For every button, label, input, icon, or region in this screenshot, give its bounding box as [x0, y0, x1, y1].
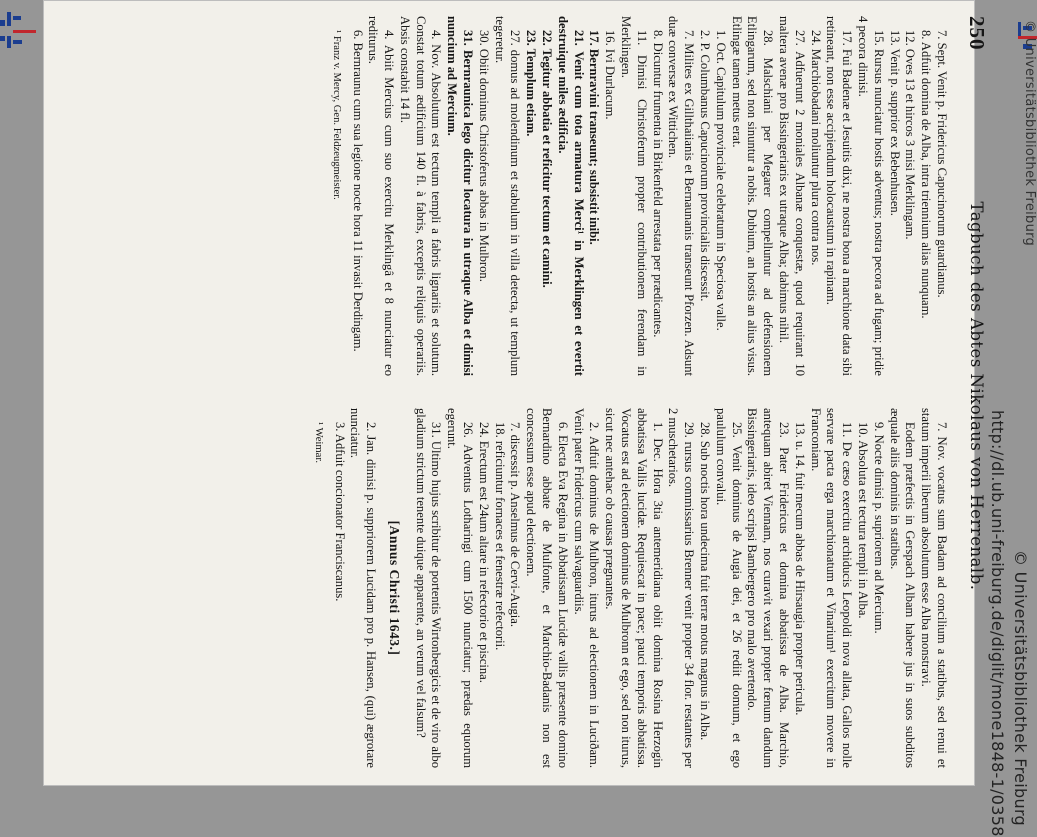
diary-entry: 29. rursus commissarius Brenner venit propter 34 flor. restantes per 2 muschetarios. [666, 408, 697, 768]
diary-entry: Eodem præfectis in Gerspach Albam habere jus in suos subditos æquale aliis dominis in statibus. [887, 408, 918, 768]
diary-entry: 4. Abiit Mercius cum suo exercitu Merklingâ et 8 nunciatur eo rediturus. [366, 16, 397, 376]
diary-entry: 23. Templum etiam. [524, 30, 539, 137]
diary-entry: 30. Obiit dominus Christoferus abbas in Mulbron. [476, 30, 491, 282]
right-column [312, 408, 949, 768]
library-logo [0, 12, 36, 52]
diary-entry: 7. Milites ex Gillthaiianis et Bernaunanis transeunt Pforzen. Adsunt duæ conversæ ex Wittichen. [666, 16, 697, 376]
diary-entry: 21. Venit cum tota armatura Merci¹ in Merklingen et evertit destruique miles ædificia. [555, 16, 586, 376]
diary-entry: 9. Nocte dimisi p. supriorem ad Mercium. [871, 422, 886, 634]
digital-library-url: http://dl.ub.uni-freiburg.de/diglit/mone1848-1/0358 [988, 410, 1007, 837]
diary-entry: 15. Rursus nunciatur hostis adventus; nostra pecora ad fugam; pridie 4 pecora dimisi. [856, 16, 886, 376]
diary-entry: 27. Adfuerunt 2 moniales Albanæ conquestæ, quod requirant 10 maltera avenæ pro Bissingeriaris ex utraque Alba; dabimus nihil. [777, 16, 807, 376]
diary-entry: 23. Pater Fridericus et domina abbatissa de Alba. Marchio, antequam abiret Viennam, nos curavit vexari propter fœnum dandum Bissingeriaris, ideo scripsi Bambergero pro malo avertendo. [745, 408, 792, 768]
diary-entry: 6. Electa Eva Regina in Abbatissam Lucidæ vallis præsente domino Bernardino abbate de Mulfonte, et Marchio-Badanis non est concessum esse apud electionem. [524, 408, 570, 768]
diary-entry: 8. Dicuntur frumenta in Birkenfeld arrestata per prædicantes. [650, 30, 665, 338]
copyright-notice: © Universitätsbibliothek Freiburg [1011, 550, 1030, 826]
diary-entry: 6. Bernraunu cum sua legione nocte hora 11 invasit Derdingam. [350, 30, 365, 352]
diary-entry: 17. Fui Badenæ et Jesuitis dixi, ne nostra bona a marchione data sibi retineant, non esse accipiendum holocaustum in rapinam. [824, 16, 855, 376]
diary-entry: 12. Oves 13 et hircos 3 misi Merklingam. [903, 30, 918, 240]
diary-entry: 1. Oct. Capitulum provinciale celebratum in Speciosa valle. [713, 30, 728, 331]
page-number: 250 [965, 16, 989, 51]
diary-entry: 11. Dimisi Christoferum propter contributionem ferendam in Merklingen. [619, 16, 649, 376]
diary-entry: 16. Ivi Durlacum. [603, 30, 618, 120]
diary-entry: 1. Dec. Hora 3tia antemeridiana obiit domina Rosina Herzogin abbatissa Vallis lucidæ. Requiescat in pace; pauci temporis abbatissa. Vocatus est ad electionem dominus de Mulbronn et ego, sed non iturus, sicut nec antehac ob causas prægnantes. [603, 408, 665, 768]
diary-entry: 13. Venit p. supprior ex Bebenhusen. [887, 30, 902, 216]
diary-entry: 10. Absoluta est tectura templi in Alba. [856, 422, 871, 619]
footnote: ¹ Weimar. [312, 422, 324, 463]
diary-entry: 8. Adfuit domina de Alba, intra triennium alias nunquam. [919, 30, 934, 319]
diary-entry: 7. Nov. vocatus sum Badam ad concilium a statibus, sed renui et statum imperii liberum absolutum esse Alba monstravi. [919, 408, 949, 768]
diary-entry: 24. Erectum est 24um altare in refectorio et piscina. [476, 422, 491, 683]
diary-entry: 3. Adfuit concionator Franciscanus. [332, 422, 347, 602]
diary-entry: 28. Malschiani per Megarer compelluntur ad defensionem Etlingarum, sed non sinuntur a nobis. Dubium, an hostis an alius visus. Etlingæ tamen metus erat. [729, 16, 776, 376]
diary-entry: 22. Tegitur abbatia et reficitur tectum et camini. [540, 30, 555, 288]
diary-entry: 2. P. Columbanus Capucinorum provincialis discessit. [698, 30, 713, 302]
diary-entry: 17. Bernravini transeunt; subsistit inibi. [587, 30, 602, 245]
diary-entry: 31. Bernraunica lego dicitur locatura in utraque Alba et dimisi nuncium ad Mercium. [445, 16, 476, 376]
diary-entry: 11. De cæso exercitu archiducis Leopoldi nova allata, Gallos nolle servare pacta erga marchionatum et Vinarium¹ exercitum movere in Franconiam. [808, 408, 855, 768]
diary-entry: 25. Venit dominus de Augia dei, et 26 rediit domum, et ego paululum convalui. [713, 408, 744, 768]
diary-entry: 27. domus ad molendinum et stabulum in villa detecta, ut templum tegeretur. [492, 16, 523, 376]
footnote: ¹ Franz v. Mercy, Gen. Feldzeugmeister. [330, 30, 342, 200]
diary-entry: 2. Jan. dimisi p. suppriorem Lucidam pro p. Hansen, (qui) ægrotare nunciatur. [348, 408, 379, 768]
diary-entry: 28. Sub noctis hora undecima fuit terræ motus magnus in Alba. [698, 422, 713, 741]
running-head [953, 16, 989, 776]
diary-entry: 18. reficiuntur fornaces et fenestræ refectorii. [492, 422, 507, 651]
diary-entry: 7. Sept. Venit p. Fridericus Capucinorum guardianus. [935, 30, 949, 298]
copyright-notice-edge: © Universitätsbibliothek Freiburg [1022, 20, 1037, 247]
diary-entry: 24. Marchiobadani moliuntur plura contra nos. [808, 30, 823, 266]
diary-entry: 7. discessit p. Anselmus de Cervi-Augia. [508, 422, 523, 627]
diary-entry: 2. Adfuit dominus de Mulbron, iturus ad electionem in Luciðam. Venit pater Fridericus cum salvaguardiis. [571, 408, 602, 768]
scanned-page [43, 0, 989, 786]
diary-entry: 13. u. 14. fuit mecum abbas de Hirsaugia propter pericula. [792, 422, 807, 716]
running-title: Tagbuch des Abtes Nikolaus von Herrenalb. [967, 201, 986, 591]
year-heading: [Annus Christi 1643.] [386, 520, 402, 656]
left-column [330, 16, 949, 376]
page-content-rotated [149, 16, 989, 776]
diary-entry: 4. Nov. Absolutum est tectum templi a fabris lignariis et solutum. Constat totum ædificium 140 fl. à fabris, exceptis reliquis operariis. Absis constabit 14 fl. [397, 16, 444, 376]
diary-entry: 26. Adventus Lotharingi cum 1500 nunciatur; prædas equorum egerunt. [445, 408, 476, 768]
diary-entry: 31. Ultimo hujus scribitur de portentis Wirtonbergicis et de viro albo gladium strictum tenente duique apparente, an verum vel falsum? [413, 408, 444, 768]
